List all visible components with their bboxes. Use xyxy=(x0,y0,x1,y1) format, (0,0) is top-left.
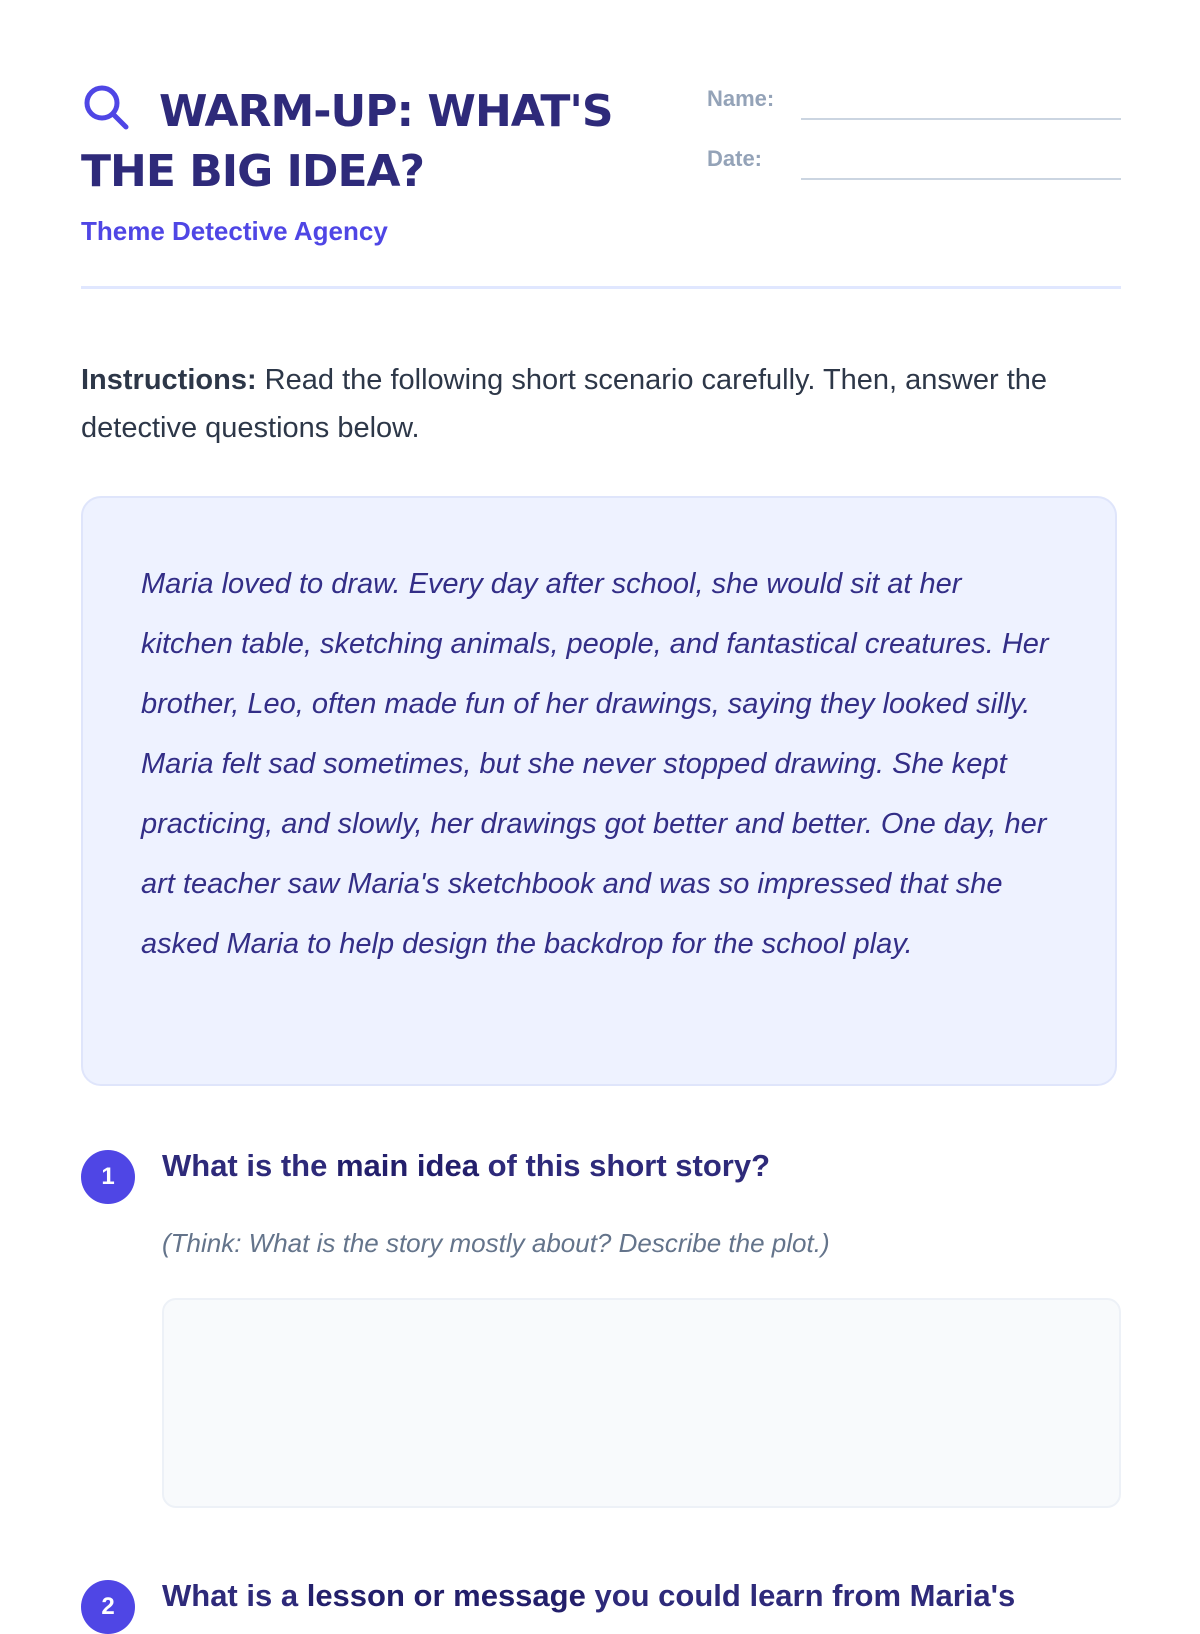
page-title-text: WARM-UP: WHAT'S THE BIG IDEA? xyxy=(81,86,613,197)
question-suffix: of this short story? xyxy=(478,1148,771,1183)
question-text xyxy=(162,1144,1122,1188)
date-label: Date: xyxy=(707,146,763,171)
name-label: Name: xyxy=(707,86,775,111)
instructions xyxy=(81,356,1121,452)
instructions-label: Instructions: xyxy=(81,364,257,396)
question-text xyxy=(162,1574,1122,1618)
question-number: 1 xyxy=(81,1150,135,1204)
worksheet-header xyxy=(81,82,1121,252)
header-divider xyxy=(81,286,1121,289)
question-emphasis: main idea xyxy=(335,1148,479,1183)
story-text: Maria loved to draw. Every day after school, she would sit at her kitchen table, sketching animals, people, and fantastical creatures. Her brother, Leo, often made fun of her drawings, saying they looked silly. Maria felt sad sometimes, but she never stopped drawing. She kept practicing, and slowly, her drawings got better and better. One day, her art teacher saw Maria's sketchbook and was so impressed that she asked Maria to help design the backdrop for the school play. xyxy=(141,568,1049,960)
name-field[interactable] xyxy=(707,82,1121,142)
name-line[interactable] xyxy=(801,118,1121,120)
question-number: 2 xyxy=(81,1580,135,1634)
page-title xyxy=(81,82,681,202)
question-prefix: What is a xyxy=(162,1578,307,1613)
date-field[interactable] xyxy=(707,142,1121,202)
instructions-text: Read the following short scenario carefully. Then, answer the detective questions below. xyxy=(81,364,1048,444)
title-block xyxy=(81,82,681,247)
question-prefix: What is the xyxy=(162,1148,336,1183)
story-box xyxy=(81,496,1117,1086)
date-line[interactable] xyxy=(801,178,1121,180)
question-suffix: you could learn from Maria's xyxy=(585,1578,1016,1613)
answer-box[interactable] xyxy=(162,1298,1121,1508)
page-subtitle: Theme Detective Agency xyxy=(81,216,388,246)
question-emphasis: lesson or message xyxy=(306,1578,586,1613)
student-fields xyxy=(707,82,1121,202)
magnifying-glass-icon xyxy=(81,82,131,132)
question-hint: (Think: What is the story mostly about? Describe the plot.) xyxy=(162,1228,830,1258)
